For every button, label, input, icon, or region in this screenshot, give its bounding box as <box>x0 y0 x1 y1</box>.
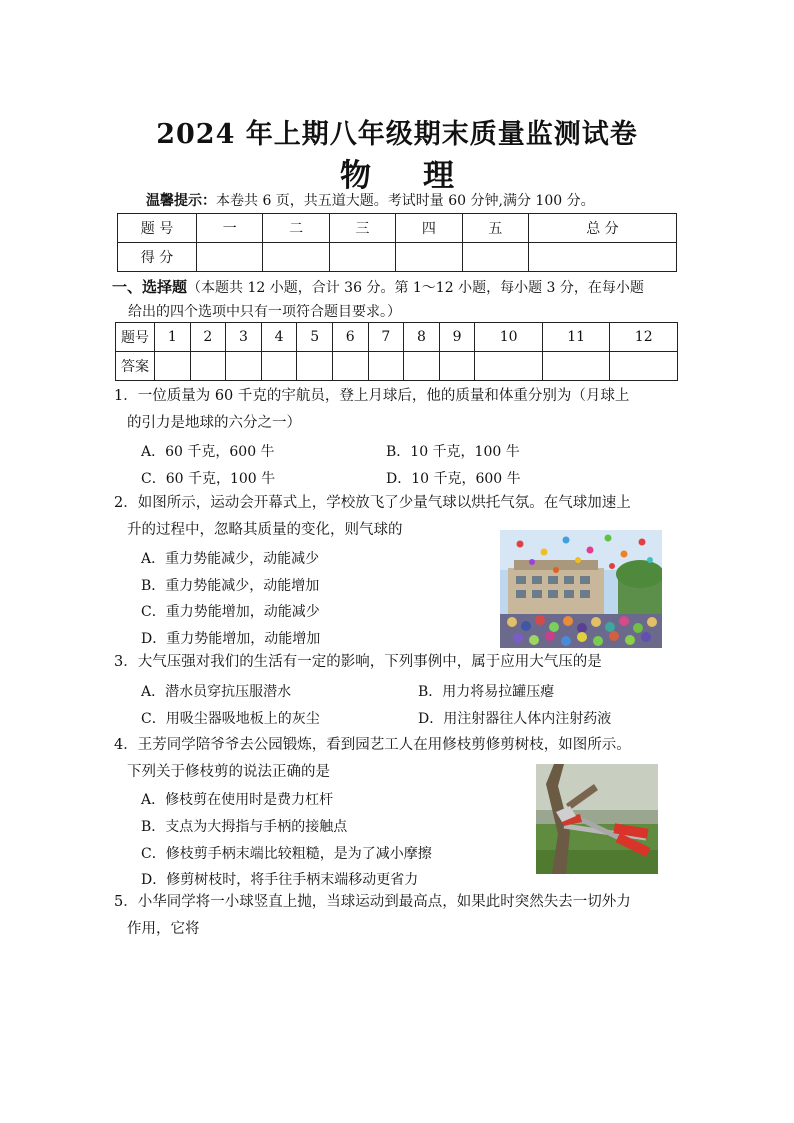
score-label-cell: 得 分 <box>118 243 197 272</box>
question-4-option-c: C．修枝剪手柄末端比较粗糙，是为了减小摩擦 <box>141 846 432 862</box>
question-5-stem <box>114 889 689 943</box>
score-header-cell: 三 <box>329 214 395 243</box>
score-cell <box>528 243 676 272</box>
answer-number-label: 题号 <box>116 323 155 352</box>
answer-number-cell: 8 <box>404 323 440 352</box>
score-table-score-row <box>118 243 677 272</box>
score-header-cell: 题 号 <box>118 214 197 243</box>
score-cell <box>396 243 462 272</box>
pruning-shears-illustration <box>536 764 658 874</box>
score-header-cell: 五 <box>462 214 528 243</box>
score-cell <box>462 243 528 272</box>
answer-cell <box>542 352 610 381</box>
question-stem-line: 作用，它将 <box>127 921 200 937</box>
answer-number-cell: 2 <box>190 323 226 352</box>
answer-cell <box>404 352 440 381</box>
section-desc: （本题共 12 小题，合计 36 分。第 1～12 小题，每小题 3 分，在每小题 <box>187 280 644 296</box>
answer-number-cell: 7 <box>368 323 404 352</box>
score-table <box>117 213 677 272</box>
score-cell <box>329 243 395 272</box>
question-4-option-a: A．修枝剪在使用时是费力杠杆 <box>141 792 334 808</box>
question-3-option-a: A．潜水员穿抗压服潜水 <box>141 684 292 700</box>
page-title: 2024 年上期八年级期末质量监测试卷 <box>156 119 638 150</box>
question-stem-line: 4．王芳同学陪爷爷去公园锻炼，看到园艺工人在用修枝剪修剪树枝，如图所示。 <box>114 737 631 753</box>
section-desc-cont: 给出的四个选项中只有一项符合题目要求。） <box>128 304 401 320</box>
question-3-stem <box>114 649 689 676</box>
section-heading <box>112 275 692 324</box>
answer-cell <box>226 352 262 381</box>
answer-number-cell: 4 <box>261 323 297 352</box>
answer-cell <box>368 352 404 381</box>
answer-number-cell: 10 <box>475 323 543 352</box>
balloon-photo-illustration <box>500 530 662 648</box>
notice-text: 本卷共 6 页，共五道大题。考试时量 60 分钟,满分 100 分。 <box>216 193 595 209</box>
answer-cell <box>297 352 333 381</box>
notice-label: 温馨提示： <box>146 193 216 209</box>
subject-char: 物 <box>340 158 371 194</box>
answer-cell <box>332 352 368 381</box>
question-stem-line: 升的过程中，忽略其质量的变化，则气球的 <box>127 522 403 538</box>
notice <box>146 190 595 210</box>
question-3-option-c: C．用吸尘器吸地板上的灰尘 <box>141 711 320 727</box>
answer-number-cell: 12 <box>610 323 678 352</box>
answer-cell <box>261 352 297 381</box>
pruning-shears-photo <box>536 764 658 874</box>
answer-number-cell: 6 <box>332 323 368 352</box>
score-header-cell: 二 <box>263 214 329 243</box>
score-cell <box>263 243 329 272</box>
question-2-option-a: A．重力势能减少，动能减少 <box>141 551 320 567</box>
question-stem-line: 3．大气压强对我们的生活有一定的影响，下列事例中，属于应用大气压的是 <box>114 654 602 670</box>
question-1-option-a: A．60 千克，600 牛 <box>141 444 275 460</box>
question-4-option-d: D．修剪树枝时，将手往手柄末端移动更省力 <box>141 872 419 888</box>
question-1-option-b: B．10 千克，100 牛 <box>386 444 520 460</box>
score-header-cell: 总 分 <box>528 214 676 243</box>
answer-number-cell: 5 <box>297 323 333 352</box>
score-table-header-row <box>118 214 677 243</box>
question-2-option-b: B．重力势能减少，动能增加 <box>141 578 320 594</box>
question-stem-line: 1．一位质量为 60 千克的宇航员，登上月球后，他的质量和体重分别为（月球上 <box>114 388 630 404</box>
answer-table <box>115 322 678 381</box>
subject-title <box>0 150 794 195</box>
answer-cell <box>610 352 678 381</box>
question-stem-line: 下列关于修枝剪的说法正确的是 <box>127 764 330 780</box>
section-title: 一、选择题 <box>112 278 188 296</box>
question-stem-line: 2．如图所示，运动会开幕式上，学校放飞了少量气球以烘托气氛。在气球加速上 <box>114 495 631 511</box>
question-3-option-d: D．用注射器往人体内注射药液 <box>418 711 612 727</box>
answer-cell <box>190 352 226 381</box>
answer-label: 答案 <box>116 352 155 381</box>
answer-number-row <box>116 323 678 352</box>
question-2-option-d: D．重力势能增加，动能增加 <box>141 631 321 647</box>
question-1-option-d: D．10 千克，600 牛 <box>386 471 521 487</box>
answer-cell <box>475 352 543 381</box>
answer-number-cell: 9 <box>439 323 475 352</box>
answer-number-cell: 1 <box>155 323 191 352</box>
answer-cell <box>439 352 475 381</box>
score-header-cell: 四 <box>396 214 462 243</box>
balloon-ceremony-photo <box>500 530 662 648</box>
question-1-option-c: C．60 千克，100 牛 <box>141 471 276 487</box>
question-1-stem <box>114 383 689 437</box>
answer-number-cell: 11 <box>542 323 610 352</box>
answer-number-cell: 3 <box>226 323 262 352</box>
question-2-option-c: C．重力势能增加，动能减少 <box>141 604 320 620</box>
score-header-cell: 一 <box>197 214 263 243</box>
question-4-option-b: B．支点为大拇指与手柄的接触点 <box>141 819 348 835</box>
question-stem-line: 的引力是地球的六分之一） <box>127 415 301 431</box>
score-cell <box>197 243 263 272</box>
answer-row <box>116 352 678 381</box>
question-3-option-b: B．用力将易拉罐压瘪 <box>418 684 555 700</box>
subject-char: 理 <box>423 158 454 194</box>
question-stem-line: 5．小华同学将一小球竖直上抛，当球运动到最高点，如果此时突然失去一切外力 <box>114 894 631 910</box>
answer-cell <box>155 352 191 381</box>
